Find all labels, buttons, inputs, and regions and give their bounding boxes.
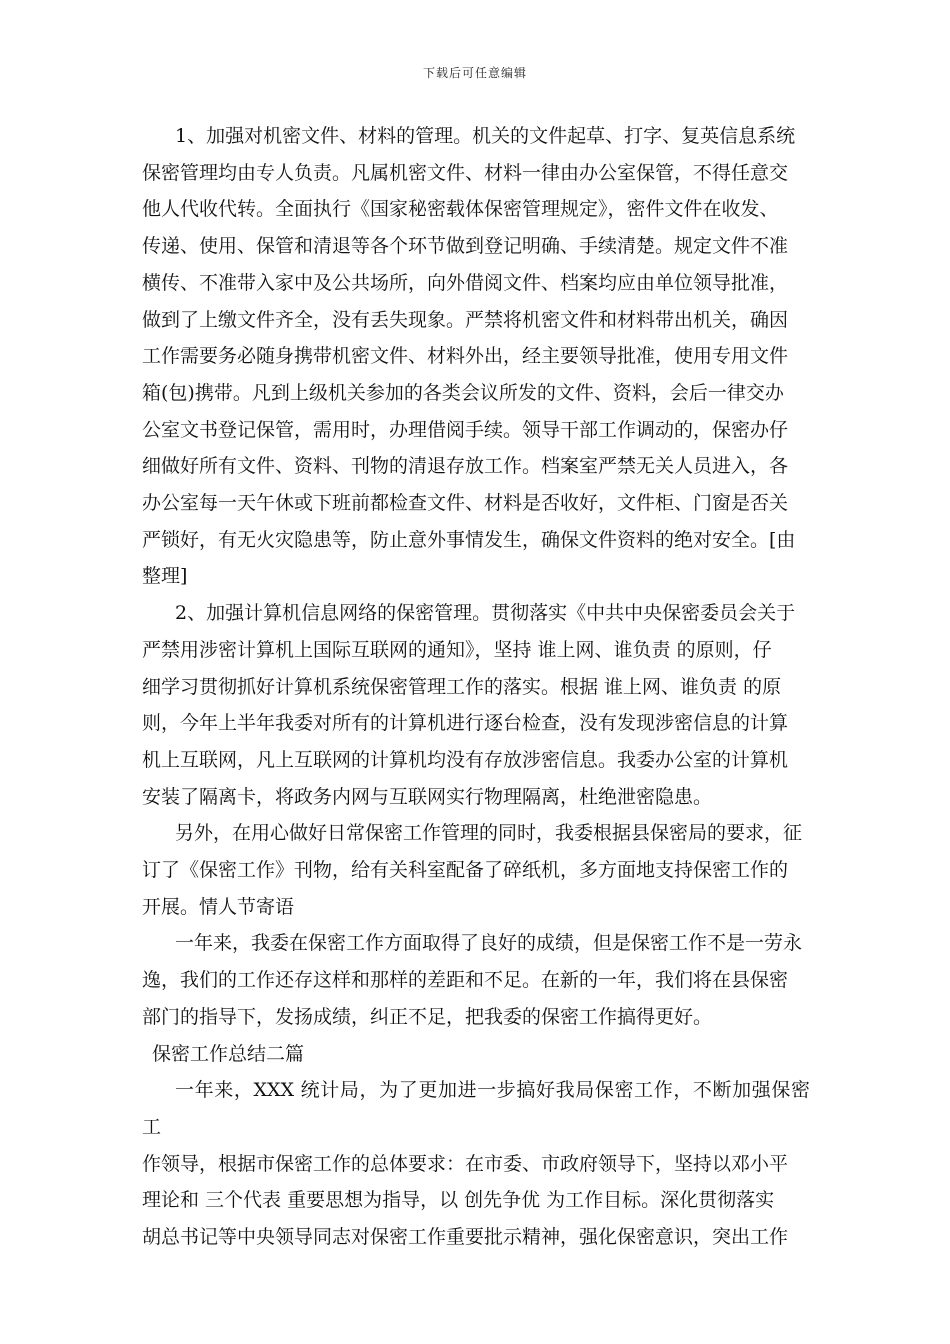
section-heading: 保密工作总结二篇 <box>152 1042 305 1065</box>
paragraph-daily-work: 另外，在用心做好日常保密工作管理的同时，我委根据县保密局的要求，征 订了《保密工作》刊物，给有关科室配备了碎纸机，多方面地支持保密工作的 开展。情人节寄语 <box>142 822 803 918</box>
paragraph-second-summary: 一年来，XXX 统计局，为了更加进一步搞好我局保密工作，不断加强保密工 作领导，根据市保密工作的总体要求：在市委、市政府领导下，坚持以邓小平 理论和 三个代表 重要思想为指导，以 创先争优 为工作目标。深化贯彻落实 胡总书记等中央领导同志对保密工作重要批示精神，强化保密意识，突出工作 <box>142 1079 810 1249</box>
paragraph-network-security: 2、加强计算机信息网络的保密管理。贯彻落实《中共中央保密委员会关于 严禁用涉密计算机上国际互联网的通知》，坚持 谁上网、谁负责 的原则，仔 细学习贯彻抓好计算机系统保密管理工作的落实。根据 谁上网、谁负责 的原 则，今年上半年我委对所有的计算机进行逐台检查，没有发现涉密信息的计算 机上互联网，凡上互联网的计算机均没有存放涉密信息。我委办公室的计算机 安装了隔离卡，将政务内网与互联网实行物理隔离，杜绝泄密隐患。 <box>142 602 796 808</box>
paragraph-year-summary: 一年来，我委在保密工作方面取得了良好的成绩，但是保密工作不是一劳永 逸，我们的工作还存这样和那样的差距和不足。在新的一年，我们将在县保密 部门的指导下，发扬成绩，纠正不足，把我委的保密工作搞得更好。 <box>142 932 803 1028</box>
document-body <box>142 118 810 1256</box>
paragraph-document-management: 1、加强对机密文件、材料的管理。机关的文件起草、打字、复英信息系统 保密管理均由专人负责。凡属机密文件、材料一律由办公室保管，不得任意交 他人代收代转。全面执行《国家秘密载体保密管理规定》，密件文件在收发、 传递、使用、保管和清退等各个环节做到登记明确、手续清楚。规定文件不准 横传、不准带入家中及公共场所，向外借阅文件、档案均应由单位领导批准， 做到了上缴文件齐全，没有丢失现象。严禁将机密文件和材料带出机关，确因 工作需要务必随身携带机密文件、材料外出，经主要领导批准，使用专用文件 箱(包)携带。凡到上级机关参加的各类会议所发的文件、资料，会后一律交办 公室文书登记保管，需用时，办理借阅手续。领导干部工作调动的，保密办仔 细做好所有文件、资料、刊物的清退存放工作。档案室严禁无关人员进入，各 办公室每一天午休或下班前都检查文件、材料是否收好，文件柜、门窗是否关 严锁好，有无火灾隐患等，防止意外事情发生，确保文件资料的绝对安全。[由 整理] <box>142 125 796 588</box>
header-note: 下载后可任意编辑 <box>422 66 527 80</box>
